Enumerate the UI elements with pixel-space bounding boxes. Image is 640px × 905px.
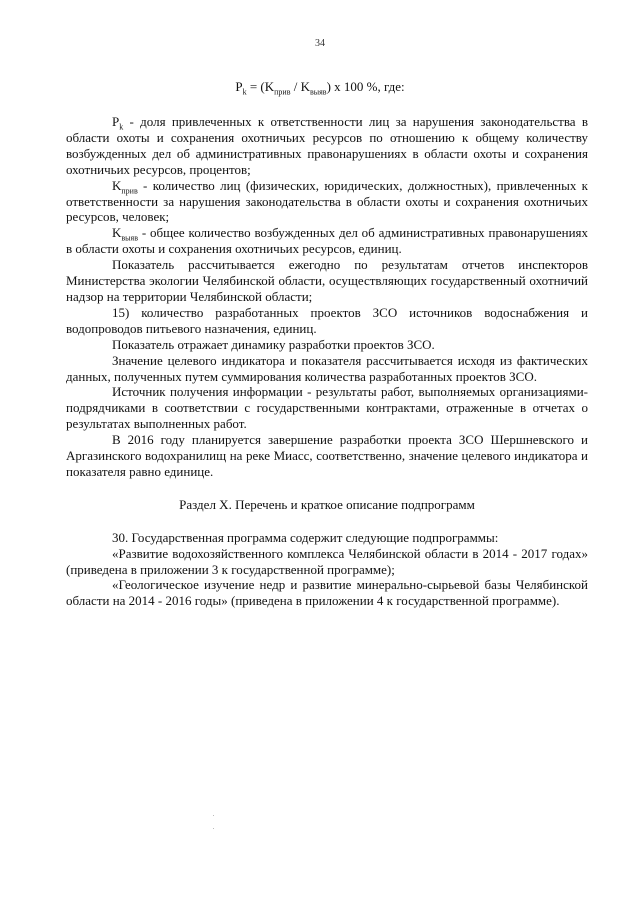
definition-text: - доля привлеченных к ответственности лиц за нарушения законодательства в области охоты и сохранения охотничьих ресурсов по отношению к общему количеству возбужденных дел об административных правонарушениях в области охоты и сохранения охотничьих ресурсов, процентов; — [66, 114, 588, 177]
definition-subscript: выяв — [121, 233, 138, 243]
paragraph: 30. Государственная программа содержит следующие подпрограммы: — [112, 529, 499, 545]
formula-denominator-subscript: выяв — [309, 87, 327, 97]
definition-kvyyav — [66, 225, 588, 257]
formula — [0, 79, 640, 97]
definition-kpriv — [66, 178, 588, 226]
formula-lhs-subscript: k — [242, 87, 247, 97]
paragraph: Показатель отражает динамику разработки проектов ЗСО. — [112, 336, 435, 352]
formula-numerator-subscript: прив — [274, 87, 291, 97]
scan-speck — [213, 815, 214, 816]
formula-eq-open: = (K — [246, 79, 275, 94]
paragraph: Источник получения информации - результаты работ, выполняемых организациями-подрядчиками в соответствии с государственными контрактами, отраженные в отчетах о результатах выполненных работ. — [66, 384, 588, 432]
paragraph: Показатель рассчитывается ежегодно по результатам отчетов инспекторов Министерства экологии Челябинской области, осуществляющих государственный охотничий надзор на территории Челябинской области; — [66, 257, 588, 304]
paragraph: 15) количество разработанных проектов ЗСО источников водоснабжения и водопроводов питьевого назначения, единиц. — [66, 304, 588, 336]
paragraph: «Развитие водохозяйственного комплекса Челябинской области в 2014 - 2017 годах» (приведена в приложении 3 к государственной программе); — [66, 545, 588, 577]
formula-lhs: P — [235, 79, 243, 94]
definition-symbol: K — [112, 177, 122, 193]
definition-text: - общее количество возбужденных дел об административных правонарушениях в области охоты и сохранения охотничьих ресурсов, единиц. — [66, 225, 588, 257]
page-number: 34 — [315, 38, 325, 49]
definition-subscript: k — [119, 122, 124, 132]
formula-slash: / K — [290, 79, 310, 94]
definition-subscript: прив — [121, 186, 138, 196]
paragraph: В 2016 году планируется завершение разработки проекта ЗСО Шершневского и Аргазинского водохранилищ на реке Миасс, соответственно, значение целевого индикатора и показателя равно единице. — [66, 432, 588, 479]
section-heading: Раздел X. Перечень и краткое описание подпрограмм — [179, 496, 475, 512]
formula-close: ) x 100 %, где: — [326, 79, 405, 94]
paragraph: Значение целевого индикатора и показателя рассчитывается исходя из фактических данных, полученных путем суммирования количества разработанных проектов ЗСО. — [66, 352, 588, 384]
paragraph: «Геологическое изучение недр и развитие минерально-сырьевой базы Челябинской области на 2014 - 2016 годы» (приведена в приложении 4 к государственной программе). — [66, 577, 588, 609]
document-body — [66, 114, 588, 609]
definition-symbol: K — [112, 225, 122, 241]
definition-pk — [66, 114, 588, 178]
definition-text: - количество лиц (физических, юридических, должностных), привлеченных к ответственности за нарушения законодательства в области охоты и сохранения охотничьих ресурсов, человек; — [66, 177, 588, 225]
scan-speck — [213, 828, 214, 829]
definition-symbol: P — [112, 114, 120, 129]
